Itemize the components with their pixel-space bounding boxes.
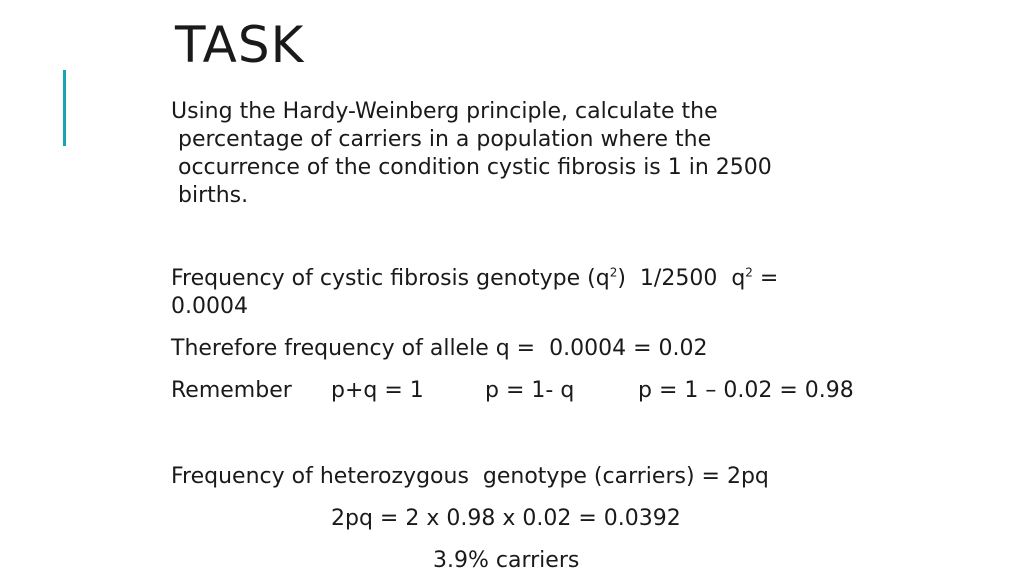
remember-label: Remember	[171, 378, 292, 403]
slide-title: TASK	[175, 16, 305, 74]
question-line: occurrence of the condition cystic fibrosis is 1 in 2500	[171, 155, 772, 180]
calculation-line: 2pq = 2 x 0.98 x 0.02 = 0.0392	[331, 506, 681, 531]
superscript: 2	[745, 265, 753, 280]
heterozygous-line: Frequency of heterozygous genotype (carriers) = 2pq	[171, 464, 769, 489]
genotype-text: Frequency of cystic fibrosis genotype (q	[171, 266, 610, 291]
genotype-text: =	[752, 266, 779, 291]
remember-line	[171, 377, 854, 405]
allele-frequency-line: Therefore frequency of allele q = 0.0004 = 0.02	[171, 336, 708, 361]
equation: p = 1- q	[485, 378, 575, 403]
accent-bar	[63, 70, 66, 146]
question-line: births.	[171, 183, 249, 208]
question-line: Using the Hardy-Weinberg principle, calculate the	[171, 99, 718, 124]
question-line: percentage of carriers in a population where the	[171, 127, 712, 152]
genotype-frequency-line	[171, 265, 778, 293]
genotype-frequency-value: 0.0004	[171, 294, 248, 319]
equation: p = 1 – 0.02 = 0.98	[638, 378, 854, 403]
result-line: 3.9% carriers	[433, 548, 580, 573]
equation: p+q = 1	[331, 378, 424, 403]
genotype-text: ) 1/2500 q	[617, 266, 746, 291]
superscript: 2	[609, 265, 618, 280]
task-question	[171, 98, 851, 210]
